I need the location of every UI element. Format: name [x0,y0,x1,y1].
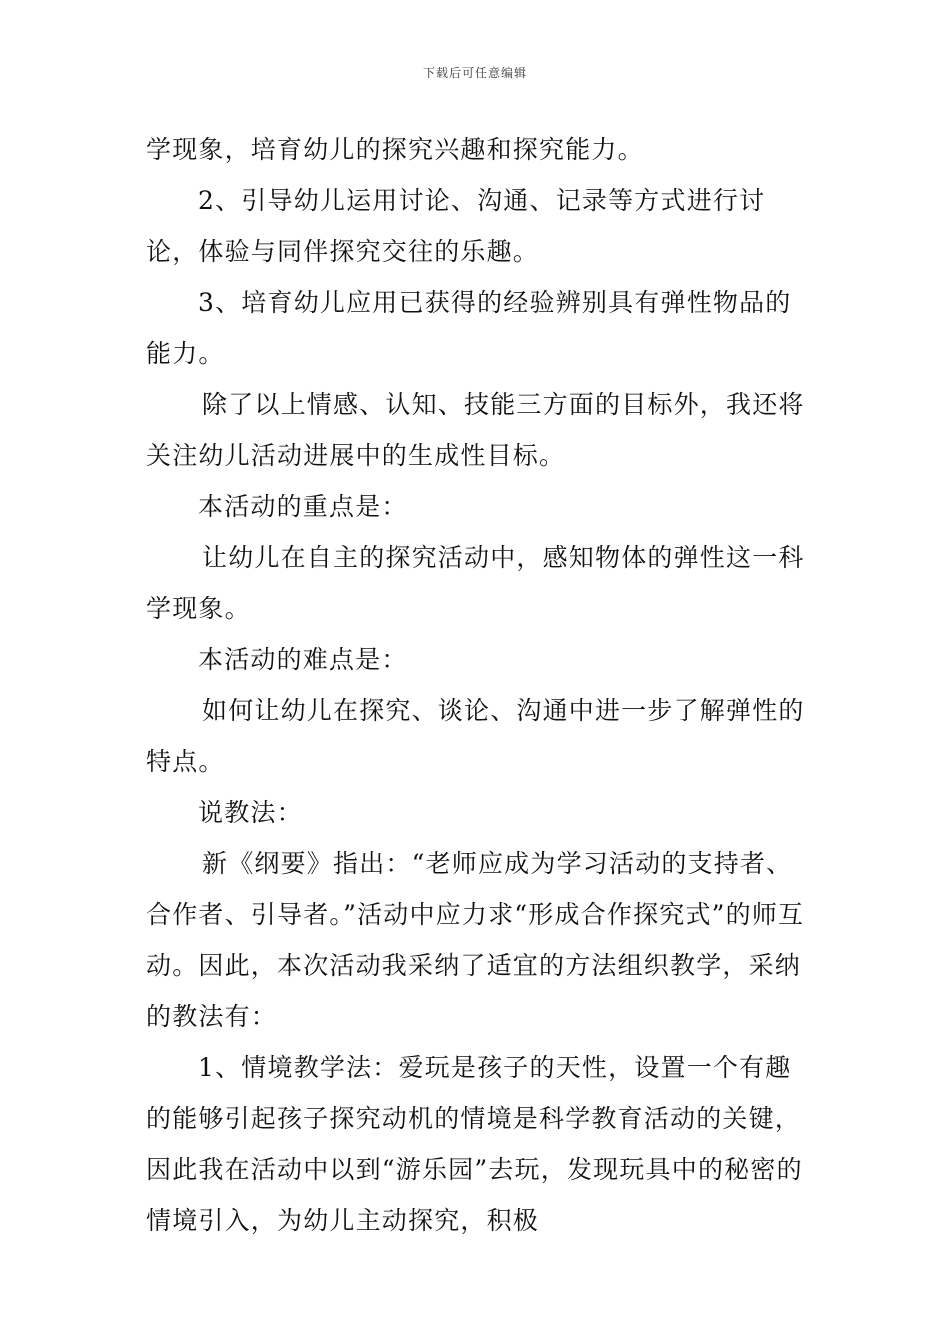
paragraph-method-1: 1、情境教学法：爱玩是孩子的天性，设置一个有趣的能够引起孩子探究动机的情境是科学教育活动的关键，因此我在活动中以到“游乐园”去玩，发现玩具中的秘密的情境引入，为幼儿主动探究，积极 [146,1053,803,1235]
page-header-note: 下载后可任意编辑 [422,66,527,80]
document-body [146,124,816,1246]
paragraph-guideline: 新《纲要》指出：“老师应成为学习活动的支持者、合作者、引导者。”活动中应力求“形成合作探究式”的师互动。因此，本次活动我采纳了适宜的方法组织教学，采纳的教法有： [146,849,805,1031]
paragraph-generative-goal: 除了以上情感、认知、技能三方面的目标外，我还将关注幼儿活动进展中的生成性目标。 [146,390,805,470]
paragraph-continuation: 学现象，培育幼儿的探究兴趣和探究能力。 [146,135,644,164]
paragraph-goal-2: 2、引导幼儿运用讨论、沟通、记录等方式进行讨论，体验与同伴探究交往的乐趣。 [146,186,766,266]
heading-key-point: 本活动的重点是： [198,492,408,521]
heading-difficulty: 本活动的难点是： [198,645,408,674]
paragraph-difficulty: 如何让幼儿在探究、谈论、沟通中进一步了解弹性的特点。 [146,696,805,776]
heading-teaching-method: 说教法： [198,798,303,827]
paragraph-goal-3: 3、培育幼儿应用已获得的经验辨别具有弹性物品的能力。 [146,288,792,368]
paragraph-key-point: 让幼儿在自主的探究活动中，感知物体的弹性这一科学现象。 [146,543,805,623]
